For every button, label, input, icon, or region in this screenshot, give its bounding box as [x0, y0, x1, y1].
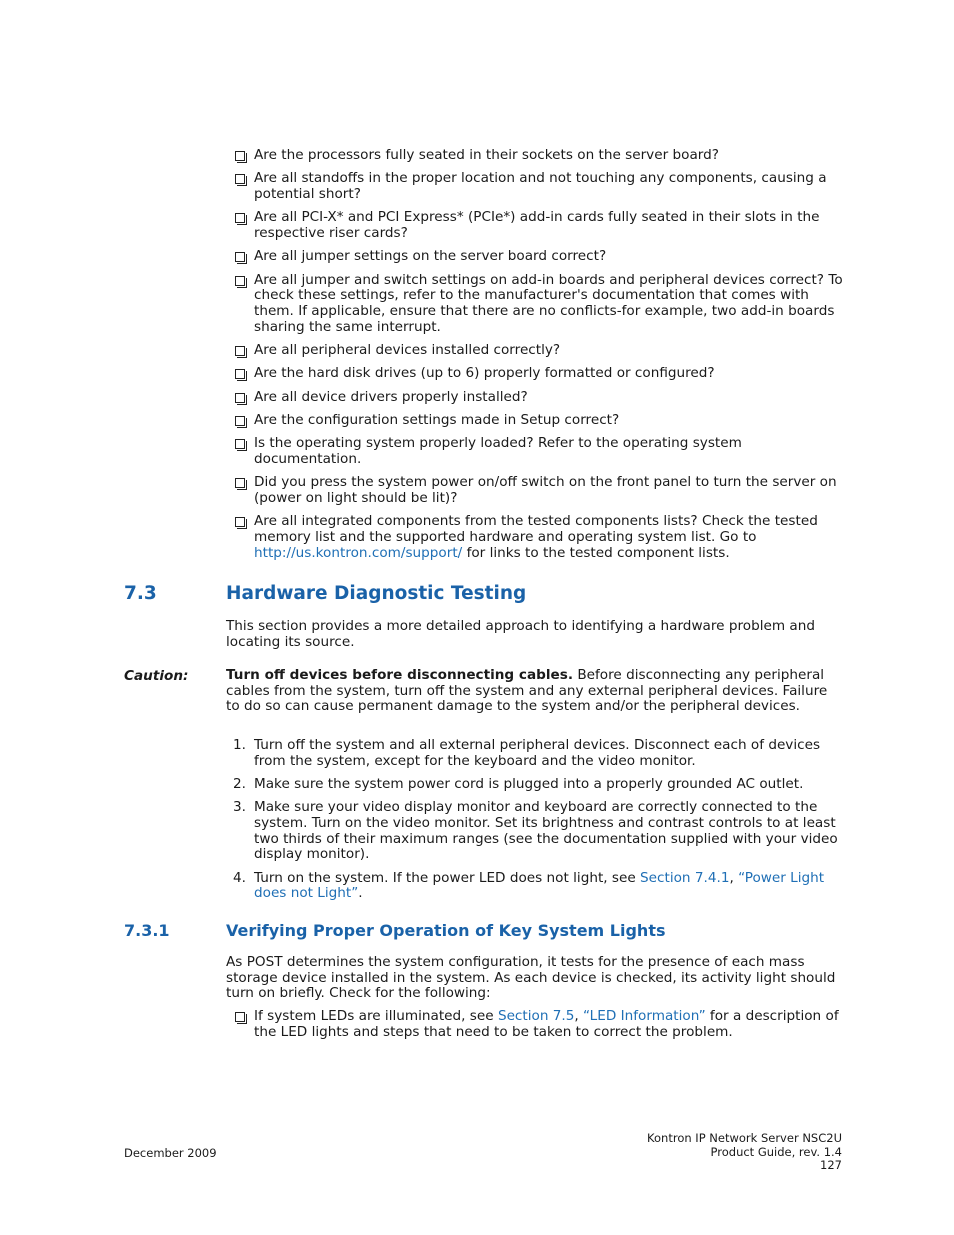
list-item: Are the hard disk drives (up to 6) properly formatted or configured? — [233, 366, 845, 382]
step-item: 2. Make sure the system power cord is plugged into a properly grounded AC outlet. — [233, 776, 804, 792]
led-checklist — [233, 1009, 845, 1040]
subsection-number: 7.3.1 — [124, 921, 170, 940]
subsection-intro: As POST determines the system configuration, it tests for the presence of each mass storage device installed in the system. As each device is checked, its activity light should turn on briefly. Check for the following: — [226, 954, 836, 1002]
caution-bold: Turn off devices before disconnecting cables. — [226, 667, 573, 683]
list-item: Are the processors fully seated in their sockets on the server board? — [233, 148, 845, 164]
list-item: Are all peripheral devices installed correctly? — [233, 343, 845, 359]
checkbox-icon — [235, 174, 245, 184]
checkbox-icon — [235, 439, 245, 449]
checkbox-icon — [235, 213, 245, 223]
checkbox-icon — [235, 1012, 245, 1022]
section-7-4-1-link[interactable]: Section 7.4.1 — [640, 869, 730, 886]
list-item-tested-components: Are all integrated components from the tested components lists? Check the tested memory list and the supported hardware and operating system list. Go to http://us.kontron.com/support/ for links to the tested component lists. — [233, 514, 845, 561]
led-information-link[interactable]: “LED Information” — [583, 1008, 706, 1024]
checkbox-icon — [235, 369, 245, 379]
footer-info — [647, 1132, 842, 1173]
list-item: Are all device drivers properly installed? — [233, 390, 845, 406]
step-item: 3. Make sure your video display monitor and keyboard are correctly connected to the system. Turn on the video monitor. Set its brightness and contrast controls to at least two thirds of their maximum ranges (see the documentation supplied with your video display monitor). — [233, 799, 838, 863]
support-link[interactable]: http://us.kontron.com/support/ — [254, 544, 463, 561]
list-item: Are the configuration settings made in Setup correct? — [233, 413, 845, 429]
subsection-title: Verifying Proper Operation of Key System Lights — [226, 921, 666, 940]
checkbox-icon — [235, 252, 245, 262]
checklist — [233, 148, 845, 569]
power-light-link[interactable]: “Power Light does not Light” — [254, 869, 825, 902]
page-number: 127 — [820, 1158, 842, 1172]
list-item: Are all standoffs in the proper location and not touching any components, causing a potential short? — [233, 171, 845, 202]
checkbox-icon — [235, 478, 245, 488]
caution-text: Turn off devices before disconnecting cables. Before disconnecting any peripheral cables from the system, turn off the system and any external peripheral devices. Failure to do so can cause permanent damage to the system and/or the peripheral devices. — [226, 667, 828, 715]
list-item: Is the operating system properly loaded? Refer to the operating system documentation. — [233, 436, 845, 467]
footer-guide: Product Guide, rev. 1.4 — [710, 1144, 842, 1159]
section-number: 7.3 — [124, 583, 157, 604]
step-item: 1. Turn off the system and all external peripheral devices. Disconnect each of devices from the system, except for the keyboard and the video monitor. — [233, 737, 821, 769]
list-item: Are all PCI-X* and PCI Express* (PCIe*) add-in cards fully seated in their slots in the respective riser cards? — [233, 210, 845, 241]
list-item: If system LEDs are illuminated, see Section 7.5, “LED Information” for a description of the LED lights and steps that need to be taken to correct the problem. — [233, 1009, 845, 1040]
checkbox-icon — [235, 416, 245, 426]
checkbox-icon — [235, 346, 245, 356]
section-title: Hardware Diagnostic Testing — [226, 583, 527, 604]
section-intro: This section provides a more detailed approach to identifying a hardware problem and locating its source. — [226, 618, 816, 650]
list-item: Did you press the system power on/off switch on the front panel to turn the server on (power on light should be lit)? — [233, 475, 845, 506]
checkbox-icon — [235, 393, 245, 403]
checkbox-icon — [235, 276, 245, 286]
checkbox-icon — [235, 151, 245, 161]
checkbox-icon — [235, 517, 245, 527]
section-7-5-link[interactable]: Section 7.5 — [497, 1008, 575, 1024]
footer-date: December 2009 — [124, 1146, 217, 1160]
caution-label: Caution: — [124, 668, 189, 684]
footer-product: Kontron IP Network Server NSC2U — [647, 1131, 842, 1145]
list-item: Are all jumper and switch settings on add-in boards and peripheral devices correct? To check these settings, refer to the manufacturer's documentation that comes with them. If applicable, ensure that there are no conflicts-for example, two add-in boards sharing the same interrupt. — [233, 273, 845, 336]
steps-list — [233, 738, 845, 910]
list-item: Are all jumper settings on the server board correct? — [233, 249, 845, 265]
step-item: 4. Turn on the system. If the power LED does not light, see Section 7.4.1, “Power Light does not Light”. — [233, 869, 825, 902]
